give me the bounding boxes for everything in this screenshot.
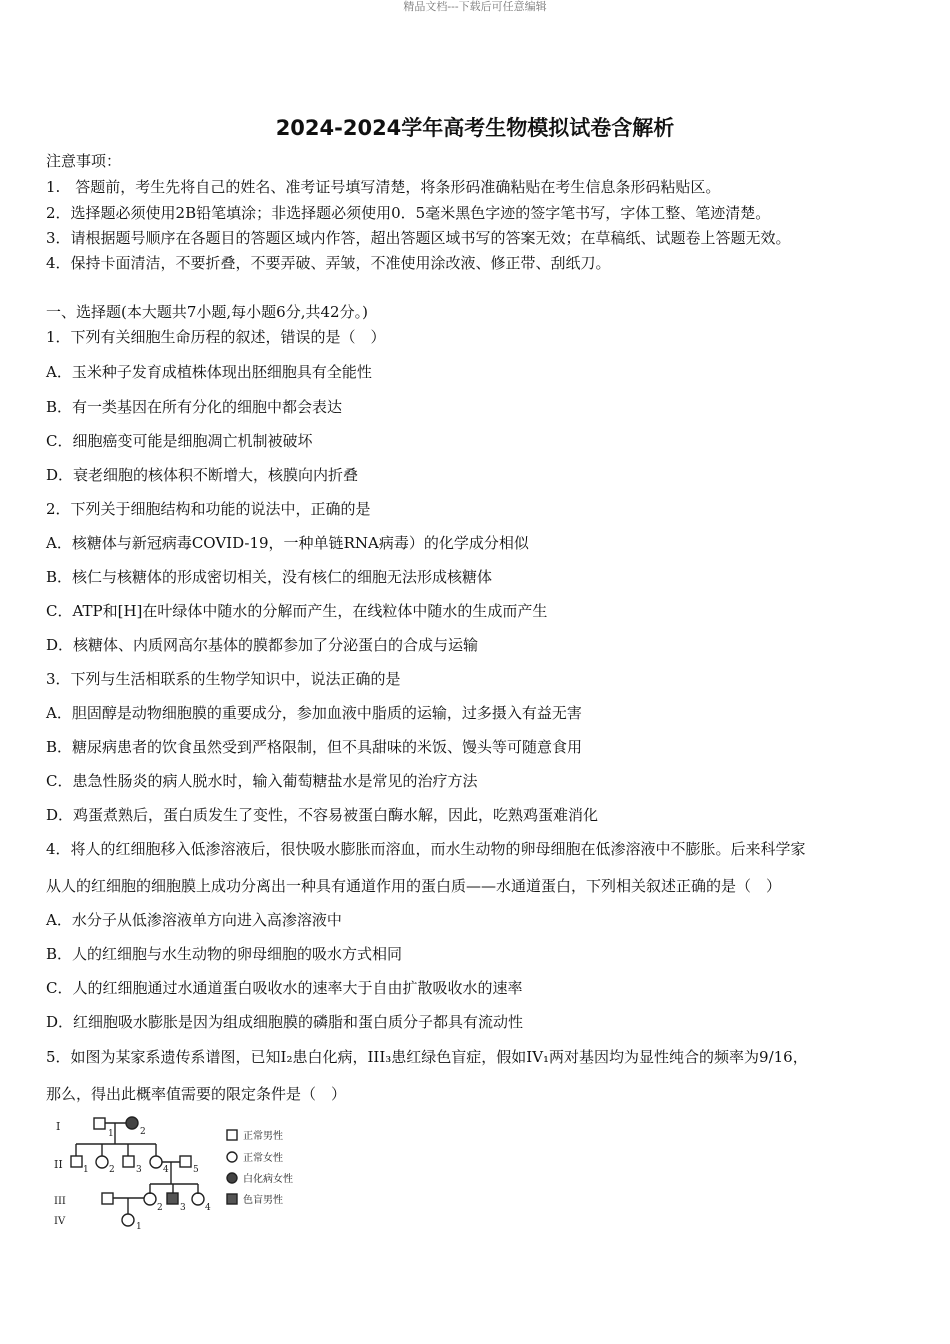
question-4-option-a: A．水分子从低渗溶液单方向进入高渗溶液中 <box>46 911 342 929</box>
question-4-stem-continued: 从人的红细胞的细胞膜上成功分离出一种具有通道作用的蛋白质——水通道蛋白，下列相关叙述正确的是（ ） <box>46 877 782 895</box>
question-4-stem: 4．将人的红细胞移入低渗溶液后，很快吸水膨胀而溶血，而水生动物的卵母细胞在低渗溶液中不膨胀。后来科学家 <box>46 840 806 858</box>
label: 4 <box>205 1203 211 1213</box>
legend-albino-female-icon <box>227 1173 237 1183</box>
individual-ii-3 <box>123 1156 134 1167</box>
question-3-option-c: C．患急性肠炎的病人脱水时，输入葡萄糖盐水是常见的治疗方法 <box>46 772 478 790</box>
individual-ii-5 <box>180 1156 191 1167</box>
individual-i-2-albino <box>126 1117 138 1129</box>
question-1-option-c: C．细胞癌变可能是细胞凋亡机制被破坏 <box>46 432 313 450</box>
individual-iii-2 <box>144 1193 156 1205</box>
question-2-option-a: A．核糖体与新冠病毒COVID-19，一种单链RNA病毒）的化学成分相似 <box>46 534 529 552</box>
question-2-stem: 2．下列关于细胞结构和功能的说法中，正确的是 <box>46 500 371 518</box>
label: 3 <box>180 1203 186 1213</box>
question-1-option-a: A．玉米种子发育成植株体现出胚细胞具有全能性 <box>46 363 372 381</box>
question-4-option-d: D．红细胞吸水膨胀是因为组成细胞膜的磷脂和蛋白质分子都具有流动性 <box>46 1013 524 1031</box>
page-title: 2024-2024学年高考生物模拟试卷含解析 <box>275 116 675 140</box>
question-4-option-b: B．人的红细胞与水生动物的卵母细胞的吸水方式相同 <box>46 945 403 963</box>
question-2-option-b: B．核仁与核糖体的形成密切相关，没有核仁的细胞无法形成核糖体 <box>46 568 493 586</box>
gen-label-i: I <box>56 1120 61 1133</box>
gen-label-ii: II <box>54 1158 63 1171</box>
label: 5 <box>193 1165 199 1175</box>
question-2-option-c: C．ATP和[H]在叶绿体中随水的分解而产生，在线粒体中随水的生成而产生 <box>46 602 548 620</box>
label: 2 <box>109 1165 115 1175</box>
question-1-option-d: D．衰老细胞的核体积不断增大，核膜向内折叠 <box>46 466 359 484</box>
individual-ii-2 <box>96 1156 108 1168</box>
legend-colorblind-male-icon <box>227 1194 237 1204</box>
question-5-stem-continued: 那么，得出此概率值需要的限定条件是（ ） <box>46 1085 347 1103</box>
legend-colorblind-male: 色盲男性 <box>243 1195 283 1206</box>
legend-normal-female-icon <box>227 1152 237 1162</box>
label: 2 <box>140 1127 146 1137</box>
individual-iv-1 <box>122 1214 134 1226</box>
legend-normal-male-icon <box>227 1130 237 1140</box>
label: 4 <box>163 1165 169 1175</box>
question-3-option-a: A．胆固醇是动物细胞膜的重要成分，参加血液中脂质的运输，过多摄入有益无害 <box>46 704 582 722</box>
label: 1 <box>108 1129 114 1139</box>
question-5-stem: 5．如图为某家系遗传系谱图，已知I₂患白化病，III₃患红绿色盲症，假如IV₁两对基因均为显性纯合的频率为9/16， <box>46 1048 808 1066</box>
label: 1 <box>136 1222 142 1232</box>
page-header: 精品文档---下载后可任意编辑 <box>403 0 547 13</box>
legend-albino-female: 白化病女性 <box>243 1174 293 1185</box>
notice-item: 2．选择题必须使用2B铅笔填涂；非选择题必须使用0．5毫米黑色字迹的签字笔书写，字体工整、笔迹清楚。 <box>46 204 771 222</box>
legend-normal-male: 正常男性 <box>243 1131 283 1142</box>
question-3-option-b: B．糖尿病患者的饮食虽然受到严格限制，但不具甜味的米饭、馒头等可随意食用 <box>46 738 583 756</box>
individual-iii-4 <box>192 1193 204 1205</box>
individual-ii-1 <box>71 1156 82 1167</box>
legend-normal-female: 正常女性 <box>243 1153 283 1164</box>
question-1-stem: 1．下列有关细胞生命历程的叙述，错误的是（ ） <box>46 328 386 346</box>
label: 2 <box>157 1203 163 1213</box>
pedigree-diagram <box>52 1112 312 1236</box>
individual-ii-4 <box>150 1156 162 1168</box>
question-3-option-d: D．鸡蛋煮熟后，蛋白质发生了变性，不容易被蛋白酶水解，因此，吃熟鸡蛋难消化 <box>46 806 599 824</box>
notice-item: 1. 答题前，考生先将自己的姓名、准考证号填写清楚，将条形码准确粘贴在考生信息条形码粘贴区。 <box>46 178 721 196</box>
question-3-stem: 3．下列与生活相联系的生物学知识中，说法正确的是 <box>46 670 401 688</box>
question-1-option-b: B．有一类基因在所有分化的细胞中都会表达 <box>46 398 343 416</box>
notice-item: 3．请根据题号顺序在各题目的答题区域内作答，超出答题区域书写的答案无效；在草稿纸、试题卷上答题无效。 <box>46 229 791 247</box>
gen-label-iii: III <box>54 1196 66 1207</box>
gen-label-iv: IV <box>54 1216 66 1227</box>
question-4-option-c: C．人的红细胞通过水通道蛋白吸收水的速率大于自由扩散吸收水的速率 <box>46 979 523 997</box>
individual-iii-1 <box>102 1193 113 1204</box>
notice-item: 4．保持卡面清洁，不要折叠，不要弄破、弄皱，不准使用涂改液、修正带、刮纸刀。 <box>46 254 611 272</box>
section-heading: 一、选择题(本大题共7小题,每小题6分,共42分。) <box>46 303 368 321</box>
notice-heading: 注意事项： <box>46 152 122 170</box>
individual-i-1 <box>94 1118 105 1129</box>
label: 3 <box>136 1165 142 1175</box>
question-2-option-d: D．核糖体、内质网高尔基体的膜都参加了分泌蛋白的合成与运输 <box>46 636 479 654</box>
label: 1 <box>83 1165 89 1175</box>
individual-iii-3-colorblind <box>167 1193 178 1204</box>
